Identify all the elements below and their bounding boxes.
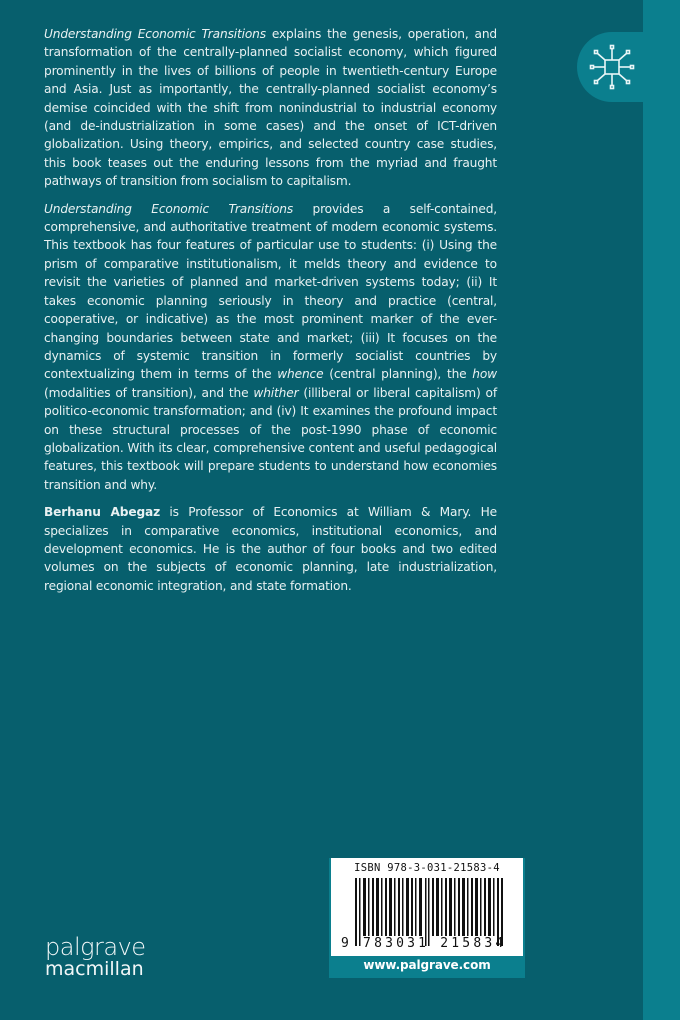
circuit-chip-icon [589,42,635,92]
barcode-panel [331,858,523,956]
isbn-label: ISBN 978-3-031-21583-4 [354,862,500,874]
barcode-digits: 9 783031 215834 [341,936,507,951]
book-title-italic: Understanding Economic Transitions [44,201,294,216]
author-bio: Berhanu Abegaz is Professor of Economics at William & Mary. He specializes in comparative economics, institutional economics, and development economics. He is the author of four books and two edited volumes on the subjects of economic planning, late industrialization, regional economic integration, and state formation. [44,505,497,593]
publisher-url[interactable]: www.palgrave.com [363,958,491,972]
blurb-paragraph-2: Understanding Economic Transitions provides a self-contained, comprehensive, and authoritative treatment of modern economic systems. This textbook has four features of particular use to students: (i) Using the prism of comparative institutionalism, it melds theory and evidence to revisit the varieties of planned and market-driven systems today; (ii) It takes economic planning seriously in theory and practice (central, cooperative, or indicative) as the most prominent marker of the ever-changing boundaries between state and market; (iii) It focuses on the dynamics of systemic transition in formerly socialist countries by contextualizing them in terms of the whence (central planning), the how (modalities of transition), and the whither (illiberal or liberal capitalism) of politico-economic transformation; and (iv) It examines the profound impact on these structural processes of the post-1990 phase of economic globalization. With its clear, comprehensive content and useful pedagogical features, this textbook will prepare students to understand how economies transition and why. [44,201,498,492]
publisher-logo [45,933,146,980]
author-name: Berhanu Abegaz [44,505,161,520]
blurb-paragraph-1: Understanding Economic Transitions explains the genesis, operation, and transformation of the centrally-planned socialist economy, which figured prominently in the lives of billions of people in twentieth-century Europe and Asia. Just as importantly, the centrally-planned socialist economy’s demise coincided with the shift from nonindustrial to industrial economy (and de-industrialization in some cases) and the onset of ICT-driven globalization. Using theory, empirics, and selected country case studies, this book teases out the enduring lessons from the myriad and fraught pathways of transition from socialism to capitalism. [44,27,497,189]
logo-line-palgrave: palgrave [45,933,146,961]
logo-line-macmillan: macmillan [45,958,144,980]
series-badge [577,32,643,102]
back-cover-text [44,25,497,604]
right-color-stripe [643,0,680,1020]
barcode-block [329,858,525,978]
book-title-italic: Understanding Economic Transitions [44,27,266,41]
